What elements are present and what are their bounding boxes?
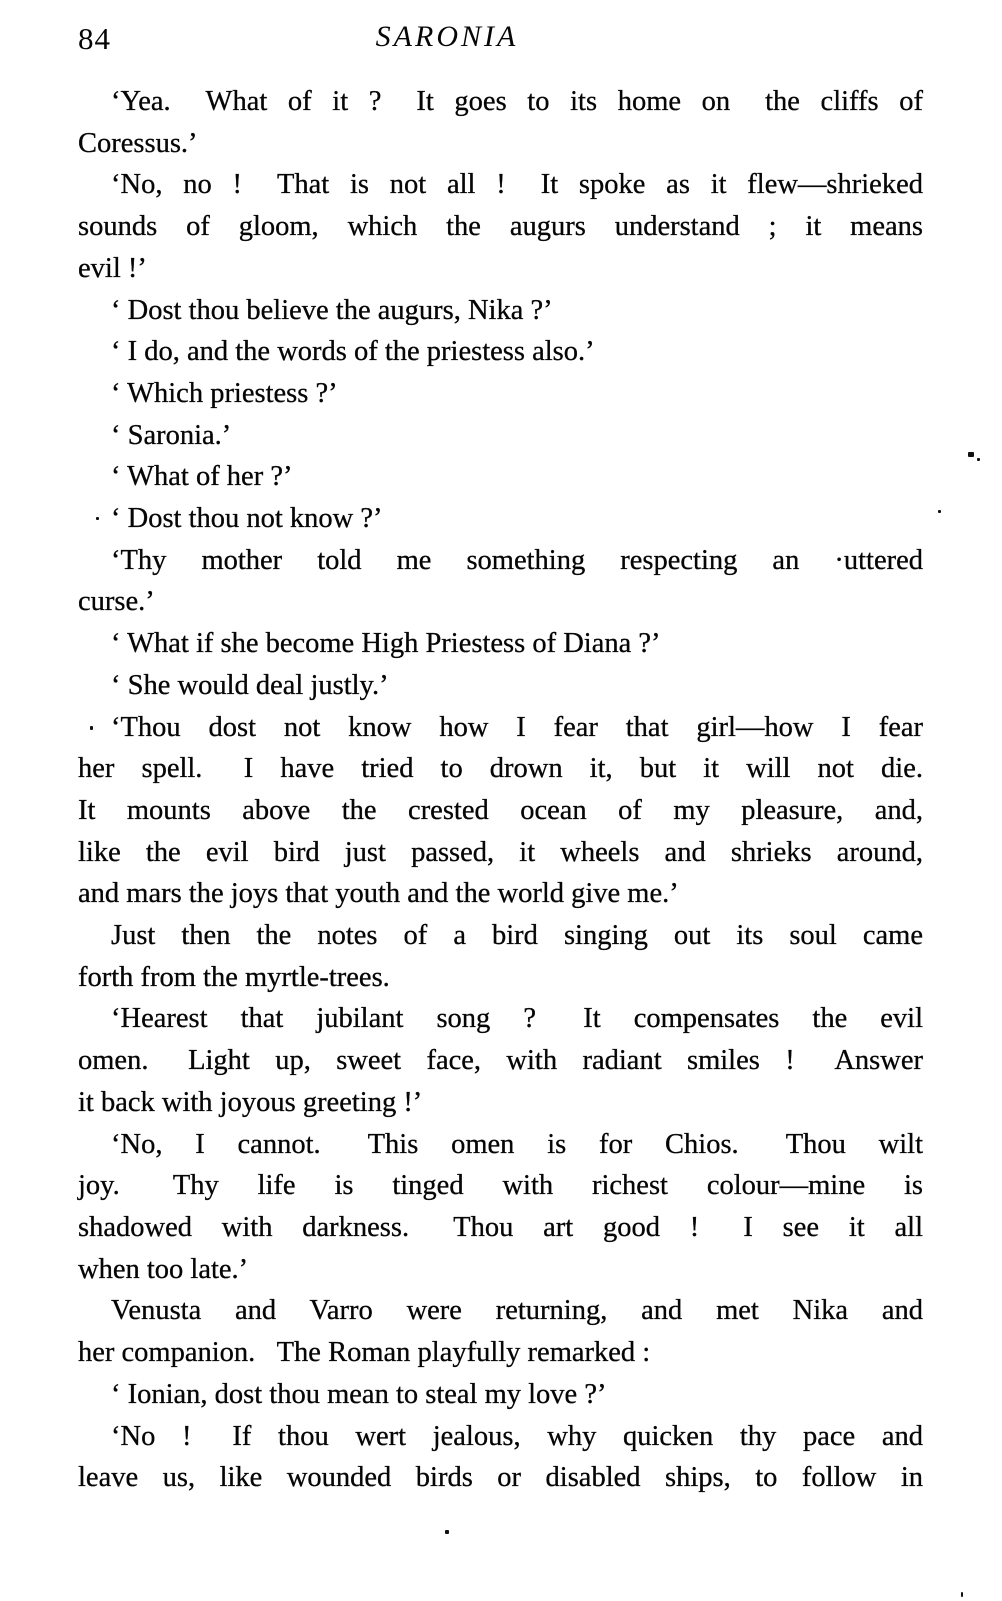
text-line: ‘No, I cannot. This omen is for Chios. Thou wilt <box>111 1128 923 1160</box>
text-line: ‘ What of her ?’ <box>111 461 293 493</box>
scan-speck <box>968 452 974 457</box>
scan-speck <box>938 510 941 513</box>
page-body <box>78 81 923 1499</box>
page-title: SARONIA <box>375 20 519 53</box>
text-line: forth from the myrtle-trees. <box>78 961 390 993</box>
text-line: ‘Thy mother told me something respecting an ·uttered <box>111 544 923 576</box>
text-line: ‘ Which priestess ?’ <box>111 377 338 409</box>
text-line: sounds of gloom, which the augurs understand ; it means <box>78 211 923 243</box>
text-line: ‘ Dost thou not know ?’ <box>111 503 383 535</box>
text-line: ‘Thou dost not know how I fear that girl—how I fear <box>111 711 923 743</box>
text-line: it back with joyous greeting !’ <box>78 1086 423 1118</box>
text-line: ‘No, no ! That is not all ! It spoke as it flew—shrieked <box>111 169 923 201</box>
text-line: ‘ She would deal justly.’ <box>111 669 389 701</box>
text-line: ‘No ! If thou wert jealous, why quicken thy pace and <box>111 1420 923 1452</box>
text-line: joy. Thy life is tinged with richest colour—mine is <box>78 1170 923 1202</box>
scan-speck <box>90 726 93 730</box>
text-line: leave us, like wounded birds or disabled ships, to follow in <box>78 1462 923 1494</box>
scan-speck <box>445 1530 449 1534</box>
text-line: Venusta and Varro were returning, and met Nika and <box>111 1295 923 1327</box>
text-line: ‘ I do, and the words of the priestess also.’ <box>111 336 595 368</box>
text-line: her spell. I have tried to drown it, but it will not die. <box>78 753 923 785</box>
text-line: her companion. The Roman playfully remarked : <box>78 1337 651 1369</box>
text-line: omen. Light up, sweet face, with radiant smiles ! Answer <box>78 1045 923 1077</box>
text-line: when too late.’ <box>78 1253 249 1285</box>
text-line: shadowed with darkness. Thou art good ! I see it all <box>78 1211 923 1243</box>
text-line: ‘Yea. What of it ? It goes to its home on the cliffs of <box>111 86 923 117</box>
text-line: Coressus.’ <box>78 127 198 159</box>
text-line: and mars the joys that youth and the world give me.’ <box>78 878 679 910</box>
page-number: 84 <box>78 21 111 56</box>
text-line: curse.’ <box>78 586 155 618</box>
scan-speck <box>961 1592 963 1597</box>
text-line: ‘Hearest that jubilant song ? It compensates the evil <box>111 1003 923 1035</box>
scan-speck <box>977 458 980 461</box>
text-line: Just then the notes of a bird singing out its soul came <box>111 920 923 952</box>
text-line: ‘ Dost thou believe the augurs, Nika ?’ <box>111 294 553 326</box>
text-line: like the evil bird just passed, it wheels and shrieks around, <box>78 836 923 868</box>
text-line: ‘ Ionian, dost thou mean to steal my love ?’ <box>111 1378 607 1410</box>
text-line: ‘ Saronia.’ <box>111 419 232 451</box>
text-line: ‘ What if she become High Priestess of Diana ?’ <box>111 628 661 660</box>
text-line: It mounts above the crested ocean of my pleasure, and, <box>78 794 923 826</box>
scan-speck <box>96 517 99 520</box>
text-line: evil !’ <box>78 252 147 284</box>
